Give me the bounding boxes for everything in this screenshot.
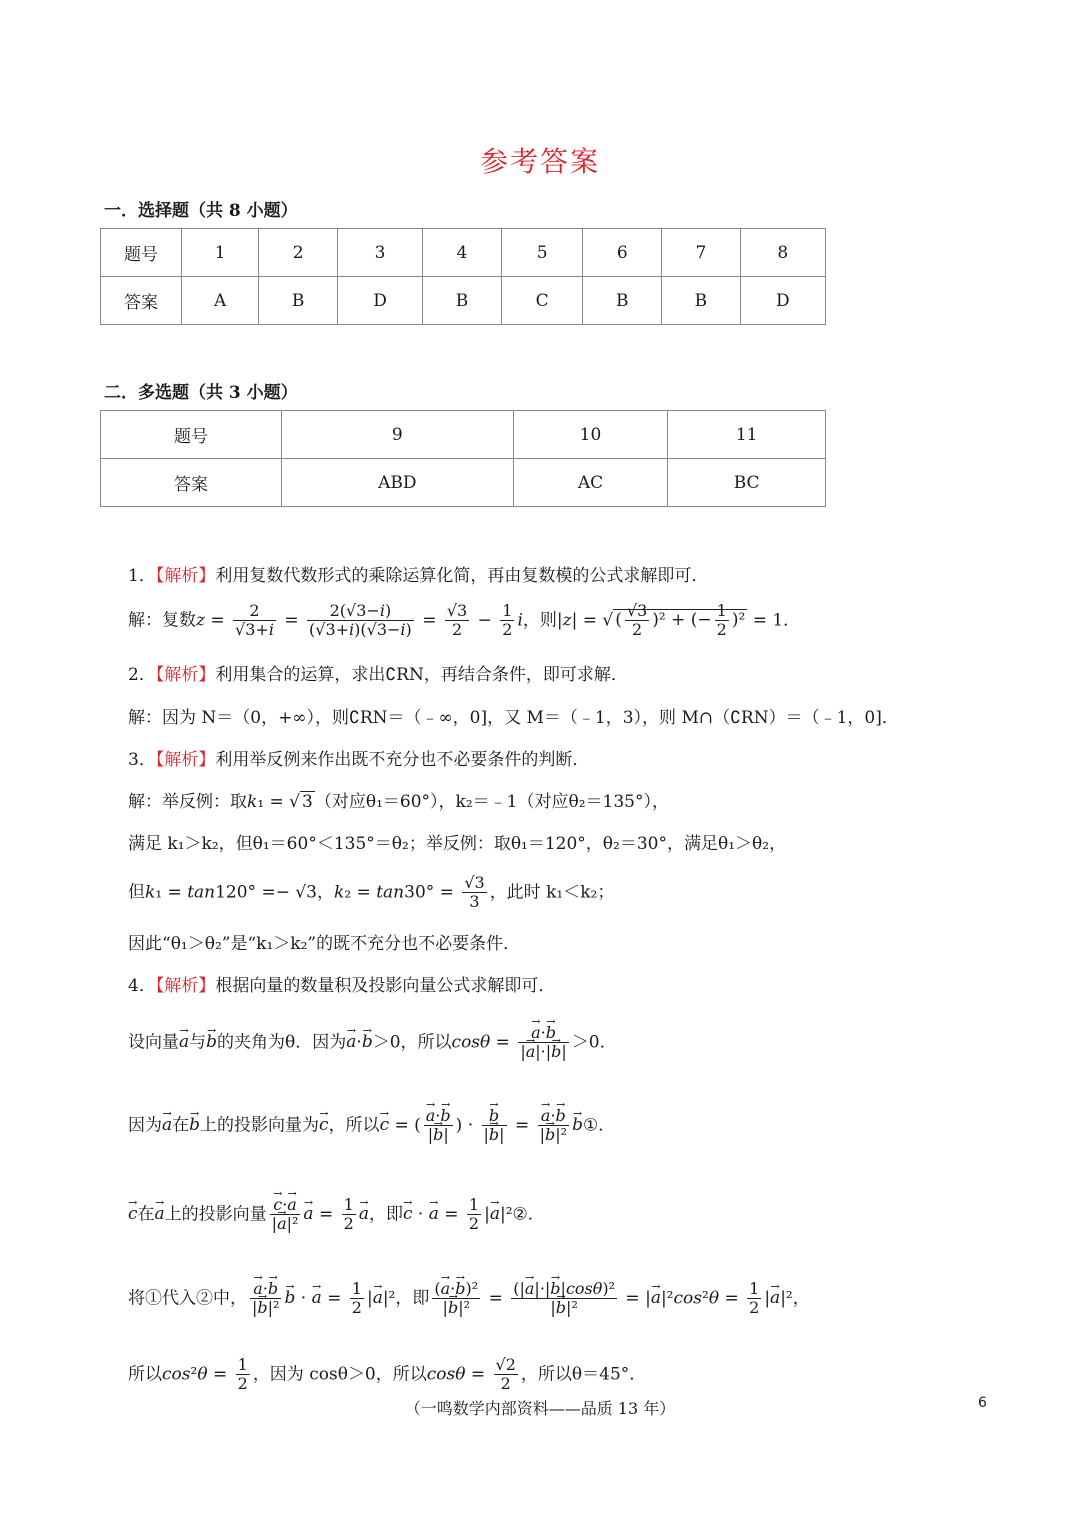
table-row	[101, 411, 826, 459]
question-number: 6	[583, 229, 662, 277]
answer-cell: B	[423, 277, 502, 325]
analysis-tag: 【解析】	[155, 976, 216, 996]
answer-cell: B	[662, 277, 741, 325]
q2-analysis: 2．【解析】利用集合的运算，求出∁RN，再结合条件，即可求解．	[128, 665, 628, 685]
row-label: 答案	[101, 277, 182, 325]
answer-cell: B	[259, 277, 338, 325]
q4-line3: → c在→ a上的投影向量 → $\frac{c\cdot\to a}{\text{|→ a|²}}$ → a = $\frac{1}{2}$ → a，即→ c · → a = $\frac{1}{2}$ |→ a|²②．	[128, 1196, 545, 1234]
question-number: 10	[513, 411, 668, 459]
row-label: 答案	[101, 459, 282, 507]
answer-cell: AC	[513, 459, 668, 507]
q1-solution: 解：复数z = $\frac{2}{√3+i}$ = $\frac{2(√3-i)}{(√3+i)(√3-i)}$ = $\frac{√3}{2}$ − $\frac{1}{2}$ i，则|z| = √ ( $\frac{√3}{2}$ )² + (− $\frac{1}{2}$ )² = 1．	[128, 601, 801, 640]
q4-analysis: 4．【解析】根据向量的数量积及投影向量公式求解即可．	[128, 976, 556, 996]
question-number: 1	[182, 229, 259, 277]
section2-heading: 二．多选题（共 3 小题）	[104, 383, 298, 403]
answer-cell: D	[337, 277, 422, 325]
table-row	[101, 277, 826, 325]
q3-solution-line4: 因此“θ₁＞θ₂”是“k₁＞k₂”的既不充分也不必要条件．	[128, 934, 521, 954]
page-number: 6	[978, 1395, 987, 1411]
question-number: 9	[282, 411, 514, 459]
q4-line4: 将①代入②中， → $\frac{a\cdot\to b}{\text{|→ b|²}}$ → b · → a = $\frac{1}{2}$ |→ a|²，即 $\frac{\text{(→ a·→ b)²}}{\text{|→ b|²}}$ = $\frac{\text{(|→ a|·|→ b|cosθ)²}}{\text{|→ b|²}}$ = |→ a|²cos²θ = $\frac{1}{2}$ |→ a|²，	[128, 1280, 810, 1318]
analysis-tag: 【解析】	[155, 566, 216, 586]
q3-solution-line1: 解：举反例：取k₁ = √ 3 （对应θ₁＝60°），k₂＝﹣1（对应θ₂＝135°），	[128, 792, 669, 812]
page-title: 参考答案	[479, 145, 600, 178]
q1-analysis: 1．【解析】利用复数代数形式的乘除运算化简，再由复数模的公式求解即可．	[128, 566, 709, 586]
table-row	[101, 459, 826, 507]
row-label: 题号	[101, 411, 282, 459]
analysis-tag: 【解析】	[155, 665, 216, 685]
question-number: 3	[337, 229, 422, 277]
answer-cell: A	[182, 277, 259, 325]
answer-cell: D	[740, 277, 825, 325]
row-label: 题号	[101, 229, 182, 277]
q3-solution-line2: 满足 k₁＞k₂，但θ₁＝60°＜135°＝θ₂；举反例：取θ₁＝120°，θ₂＝30°，满足θ₁＞θ₂，	[128, 834, 787, 854]
answer-cell: BC	[668, 459, 826, 507]
question-number: 4	[423, 229, 502, 277]
q3-solution-line3: 但k₁ = tan120° =− √3，k₂ = tan30° = $\frac{√3}{3}$ ，此时 k₁＜k₂；	[128, 873, 615, 912]
analysis-tag: 【解析】	[155, 750, 216, 770]
question-number: 2	[259, 229, 338, 277]
section1-heading: 一．选择题（共 8 小题）	[104, 201, 298, 221]
question-number: 5	[501, 229, 583, 277]
q4-line2: 因为→ a在→ b上的投影向量为→ c，所以→ c = ( → $\frac{a\cdot\to b}{|\to b|}$ ) · → $\frac{b}{|\to b|}$ = → $\frac{a\cdot\to b}{\text{|→ b|²}}$ → b①．	[128, 1107, 615, 1145]
table-row	[101, 229, 826, 277]
footer: （一鸣数学内部资料——品质 13 年）	[404, 1399, 676, 1418]
q2-solution: 解：因为 N＝（0，+∞），则∁RN＝（﹣∞，0]，又 M＝（﹣1，3），则 M∩（∁RN）＝（﹣1，0]．	[128, 708, 899, 728]
q4-line5: 所以cos²θ = $\frac{1}{2}$ ，因为 cosθ＞0，所以cosθ = $\frac{√2}{2}$ ，所以θ＝45°．	[128, 1355, 647, 1394]
multi-answer-table	[100, 410, 826, 507]
q4-line1: 设向量→ a与→ b的夹角为θ．因为→ a·→ b＞0，所以cosθ = → $\frac{a\cdot\to b}{|\to a|\cdot|\to b|}$ ＞0．	[128, 1024, 617, 1062]
question-number: 7	[662, 229, 741, 277]
answer-cell: ABD	[282, 459, 514, 507]
answer-cell: B	[583, 277, 662, 325]
choice-answer-table	[100, 228, 826, 325]
question-number: 11	[668, 411, 826, 459]
question-number: 8	[740, 229, 825, 277]
answer-cell: C	[501, 277, 583, 325]
q3-analysis: 3．【解析】利用举反例来作出既不充分也不必要条件的判断．	[128, 750, 590, 770]
